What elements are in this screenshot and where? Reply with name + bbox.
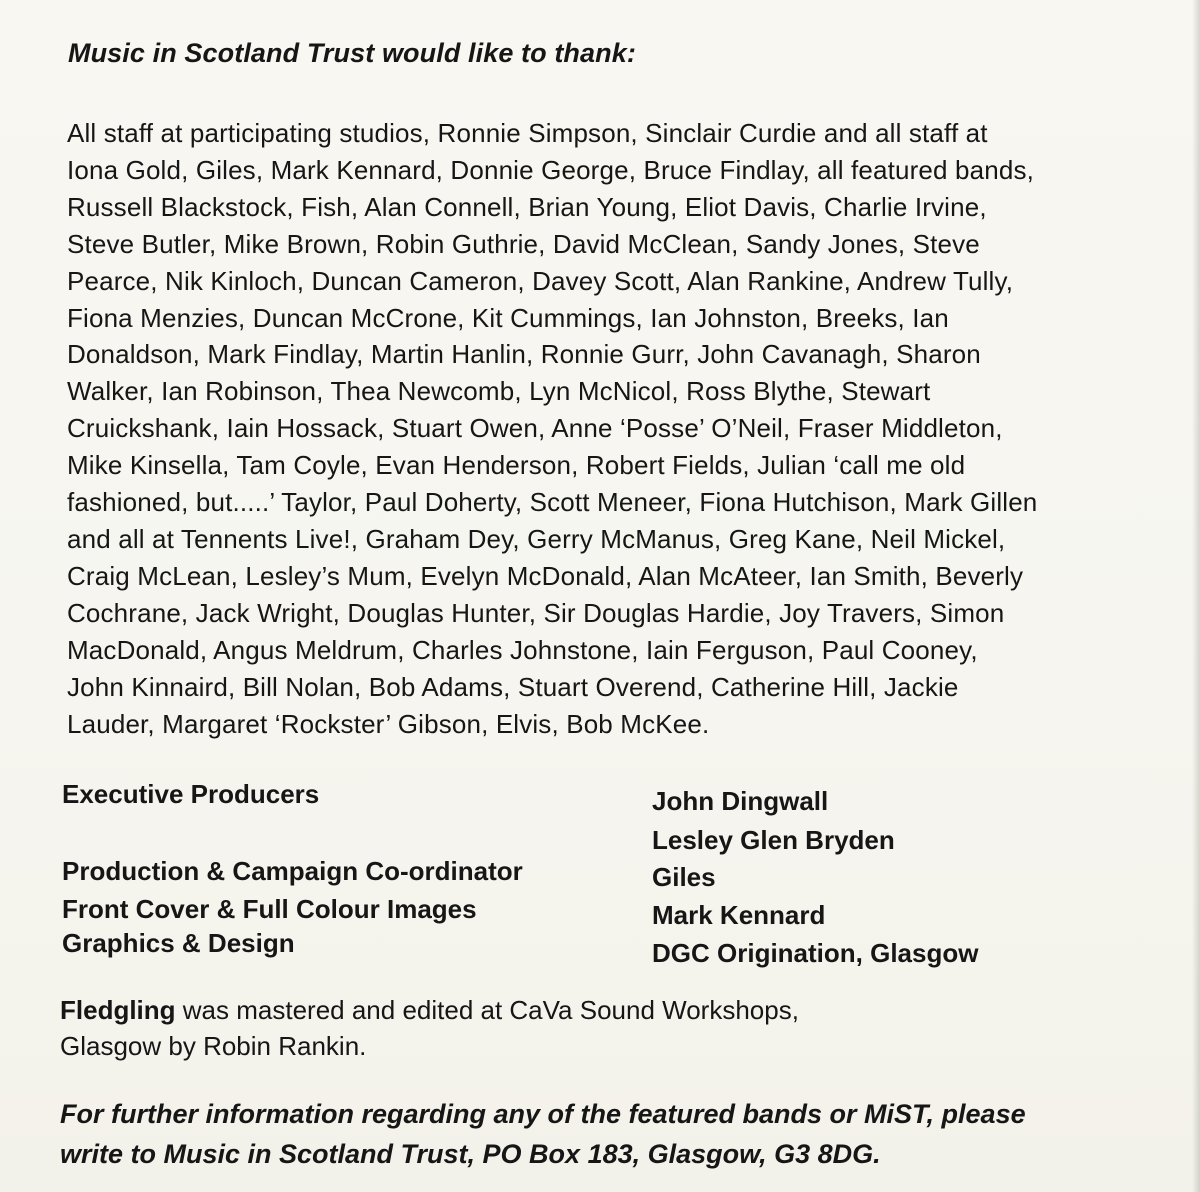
thanks-line: and all at Tennents Live!, Graham Dey, Gerry McManus, Greg Kane, Neil Mickel, [67,523,1006,554]
credit-role-production-coordinator: Production & Campaign Co-ordinator [62,856,523,886]
thanks-line: Cruickshank, Iain Hossack, Stuart Owen, Anne ‘Posse’ O’Neil, Fraser Middleton, [67,413,1003,444]
thanks-line: Pearce, Nik Kinloch, Duncan Cameron, Davey Scott, Alan Rankine, Andrew Tully, [67,265,1014,296]
page-edge-shadow [1192,0,1200,1192]
thanks-heading: Music in Scotland Trust would like to thank: [68,38,636,68]
thanks-line: Steve Butler, Mike Brown, Robin Guthrie, David McClean, Sandy Jones, Steve [67,228,980,259]
thanks-line: All staff at participating studios, Ronnie Simpson, Sinclair Curdie and all staff at [67,118,988,148]
credit-role-graphics-design: Graphics & Design [62,928,295,958]
mastering-note [60,992,799,1064]
credit-name-giles: Giles [652,862,716,892]
credit-name-mark-kennard: Mark Kennard [652,900,826,930]
credit-role-front-cover: Front Cover & Full Colour Images [62,894,477,924]
thanks-line: fashioned, but.....’ Taylor, Paul Doherty, Scott Meneer, Fiona Hutchison, Mark Gillen [67,487,1038,518]
thanks-list [67,115,1177,742]
thanks-line: Mike Kinsella, Tam Coyle, Evan Henderson, Robert Fields, Julian ‘call me old [67,450,966,481]
thanks-line: Fiona Menzies, Duncan McCrone, Kit Cummings, Ian Johnston, Breeks, Ian [67,302,949,333]
thanks-line: John Kinnaird, Bill Nolan, Bob Adams, Stuart Overend, Catherine Hill, Jackie [67,671,959,702]
credit-role-executive-producers: Executive Producers [62,779,320,809]
mastering-note-line-2: Glasgow by Robin Rankin. [60,1031,367,1061]
mastering-note-line-1 [60,992,799,1028]
credit-name-dgc-origination: DGC Origination, Glasgow [652,938,979,968]
thanks-line: Russell Blackstock, Fish, Alan Connell, Brian Young, Eliot Davis, Charlie Irvine, [67,191,987,222]
thanks-line: Lauder, Margaret ‘Rockster’ Gibson, Elvis, Bob McKee. [67,708,710,739]
thanks-line: Craig McLean, Lesley’s Mum, Evelyn McDonald, Alan McAteer, Ian Smith, Beverly [67,560,1024,591]
contact-footer [60,1094,1026,1174]
mastering-note-text: was mastered and edited at CaVa Sound Workshops, [175,995,799,1025]
thanks-line: Cochrane, Jack Wright, Douglas Hunter, Sir Douglas Hardie, Joy Travers, Simon [67,597,1005,628]
credit-name-lesley-glen-bryden: Lesley Glen Bryden [652,825,895,855]
album-title: Fledgling [60,995,176,1025]
thanks-line: Donaldson, Mark Findlay, Martin Hanlin, Ronnie Gurr, John Cavanagh, Sharon [67,339,981,370]
credit-name-john-dingwall: John Dingwall [652,786,829,816]
contact-footer-line-2: write to Music in Scotland Trust, PO Box 183, Glasgow, G3 8DG. [60,1139,881,1169]
thanks-line: Iona Gold, Giles, Mark Kennard, Donnie George, Bruce Findlay, all featured bands, [67,154,1034,185]
contact-footer-line-1: For further information regarding any of the featured bands or MiST, please [60,1099,1026,1129]
thanks-line: Walker, Ian Robinson, Thea Newcomb, Lyn McNicol, Ross Blythe, Stewart [67,376,931,407]
thanks-line: MacDonald, Angus Meldrum, Charles Johnstone, Iain Ferguson, Paul Cooney, [67,634,978,665]
